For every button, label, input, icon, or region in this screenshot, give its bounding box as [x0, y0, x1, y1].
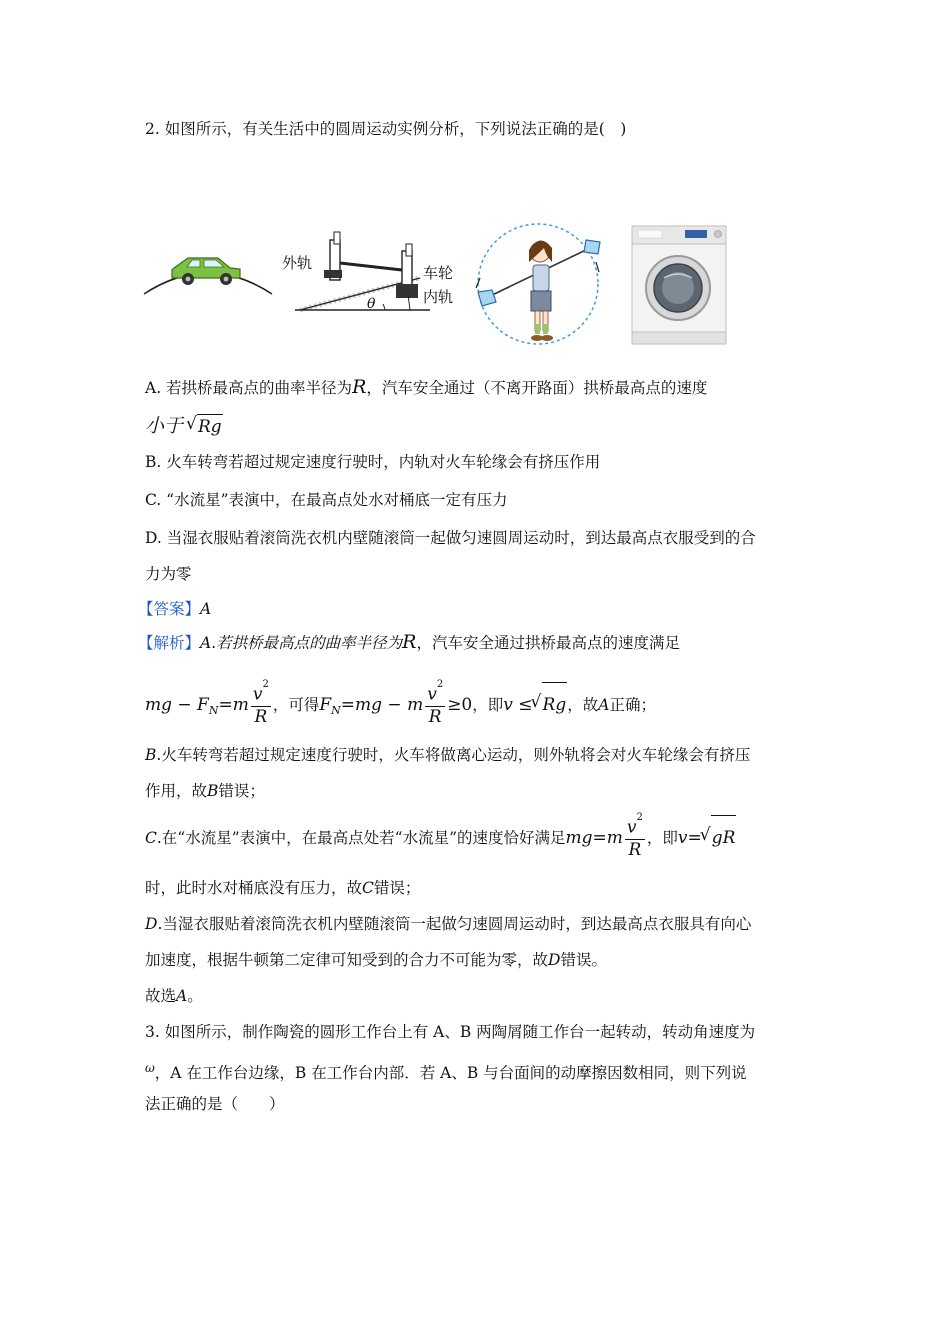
option-a-line-2 [145, 414, 223, 439]
analysis-d-line-1: D.当湿衣服贴着滚筒洗衣机内壁随滚筒一起做匀速圆周运动时，到达最高点衣服具有向心 [145, 915, 752, 933]
eq4-fraction: $\frac{v^2}{R}$ [626, 812, 643, 860]
analysis-c-line-1: C.在“水流星”表演中，在最高点处若“水流星”的速度恰好满足mg=m $\frac{v^2}{R}$ ，即v=√ gR [145, 815, 736, 860]
option-d-line-1: D. 当湿衣服贴着滚筒洗衣机内壁随滚筒一起做匀速圆周运动时，到达最高点衣服受到的合 [145, 529, 756, 547]
analysis-line-1 [138, 630, 680, 655]
option-c: C. “水流星”表演中，在最高点处水对桶底一定有压力 [145, 491, 508, 509]
washing-machine-illustration [632, 226, 726, 344]
eq1-fraction: $\frac{v^2}{R}$ [252, 679, 269, 727]
conclusion: 故选A。 [145, 987, 203, 1005]
option-d-line-2: 力为零 [145, 565, 192, 583]
equation-line: mg − $F_N=m$ $\frac{v^2}{R}$ ，可得$F_N=mg - m$ $\frac{v^2}{R}$ ≥0，即v ≤√ Rg，故A正确； [145, 682, 656, 733]
answer-line [138, 597, 211, 621]
analysis-c-line-2: 时，此时水对桶底没有压力，故C错误； [145, 879, 421, 897]
question-2-figure [140, 218, 740, 353]
sqrt-gr: √ gR [702, 815, 737, 860]
option-a-symbol-r: R [352, 376, 367, 398]
option-a-less-than: 小于 [145, 415, 184, 437]
banked-rail-illustration [282, 232, 453, 312]
sqrt-rg-2: √ Rg [533, 682, 568, 727]
label-outer-rail: 外轨 [282, 254, 313, 272]
label-wheel: 车轮 [423, 264, 454, 282]
question-2-stem: 2. 如图所示，有关生活中的圆周运动实例分析，下列说法正确的是( ) [145, 120, 627, 138]
analysis-a-text-1: A.若拱桥最高点的曲率半径为 [200, 634, 403, 652]
analysis-d-line-2: 加速度，根据牛顿第二定律可知受到的合力不可能为零，故D错误。 [145, 951, 607, 969]
analysis-b-line-2: 作用，故B错误； [145, 782, 265, 800]
eq1-left: mg − F [145, 695, 209, 715]
eq2-fraction: $\frac{v^2}{R}$ [427, 679, 444, 727]
question-3-stem-2: $^\omega$，A 在工作台边缘，B 在工作台内部．若 A、B 与台面间的动摩擦因数相同，则下列说 [145, 1061, 747, 1082]
arch-bridge-car-illustration [144, 258, 272, 294]
analysis-a-symbol-r: R [402, 631, 417, 653]
sqrt-rg: √ Rg [188, 414, 223, 439]
option-a-text-2: ，汽车安全通过（不离开路面）拱桥最高点的速度 [366, 379, 708, 397]
option-b: B. 火车转弯若超过规定速度行驶时，内轨对火车轮缘会有挤压作用 [145, 453, 601, 471]
analysis-b-line-1: B.火车转弯若超过规定速度行驶时，火车将做离心运动，则外轨将会对火车轮缘会有挤压 [145, 746, 751, 764]
answer-value: A [200, 600, 212, 618]
question-3-stem-1: 3. 如图所示，制作陶瓷的圆形工作台上有 A、B 两陶屑随工作台一起转动，转动角速度为 [145, 1023, 756, 1041]
water-meteor-illustration [476, 224, 600, 344]
question-3-stem-3: 法正确的是（ ） [145, 1095, 285, 1113]
answer-label: 【答案】 [138, 600, 201, 618]
analysis-a-text-2: ，汽车安全通过拱桥最高点的速度满足 [416, 634, 680, 652]
analysis-label: 【解析】 [138, 634, 201, 652]
option-a-text-1: A. 若拱桥最高点的曲率半径为 [145, 379, 353, 397]
label-inner-rail: 内轨 [423, 288, 454, 306]
omega-symbol: ω [145, 1061, 155, 1075]
label-theta: θ [367, 296, 376, 312]
option-a-line-1 [145, 375, 707, 400]
